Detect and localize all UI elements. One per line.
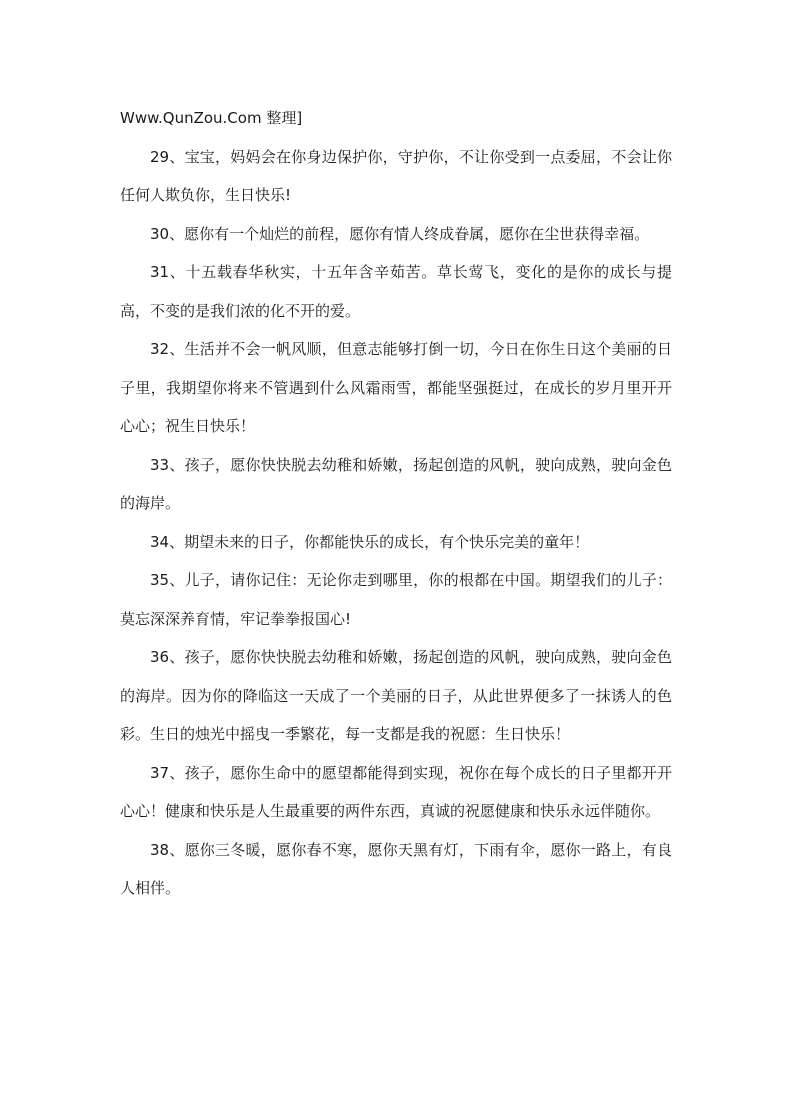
paragraph-38: 38、愿你三冬暖，愿你春不寒，愿你天黑有灯，下雨有伞，愿你一路上，有良人相伴。: [120, 840, 672, 897]
paragraph-34: 34、期望未来的日子，你都能快乐的成长，有个快乐完美的童年！: [150, 532, 590, 551]
paragraph-36: 36、孩子，愿你快快脱去幼稚和娇嫩，扬起创造的风帆，驶向成熟，驶向金色的海岸。因为你的降临这一天成了一个美丽的日子，从此世界便多了一抹诱人的色彩。生日的烛光中摇曳一季繁花，每一支都是我的祝愿：生日快乐！: [120, 648, 672, 743]
paragraph-32: 32、生活并不会一帆风顺，但意志能够打倒一切，今日在你生日这个美丽的日子里，我期望你将来不管遇到什么风霜雨雪，都能坚强挺过，在成长的岁月里开开心心；祝生日快乐！: [120, 340, 672, 435]
source-line: Www.QunZou.Com 整理]: [120, 109, 303, 127]
paragraph-35: 35、儿子，请你记住：无论你走到哪里，你的根都在中国。期望我们的儿子：莫忘深深养育情，牢记拳拳报国心!: [120, 571, 672, 628]
paragraph-33: 33、孩子，愿你快快脱去幼稚和娇嫩，扬起创造的风帆，驶向成熟，驶向金色的海岸。: [120, 455, 672, 512]
paragraph-37: 37、孩子，愿你生命中的愿望都能得到实现，祝你在每个成长的日子里都开开心心！健康和快乐是人生最重要的两件东西，真诚的祝愿健康和快乐永远伴随你。: [120, 763, 672, 820]
paragraph-31: 31、十五载春华秋实，十五年含辛茹苦。草长莺飞，变化的是你的成长与提高，不变的是我们浓的化不开的爱。: [120, 263, 672, 320]
paragraph-29: 29、宝宝，妈妈会在你身边保护你，守护你，不让你受到一点委屈，不会让你任何人欺负你，生日快乐!: [120, 147, 672, 204]
document-body: [120, 99, 672, 908]
paragraph-30: 30、愿你有一个灿烂的前程，愿你有情人终成眷属，愿你在尘世获得幸福。: [150, 224, 650, 243]
